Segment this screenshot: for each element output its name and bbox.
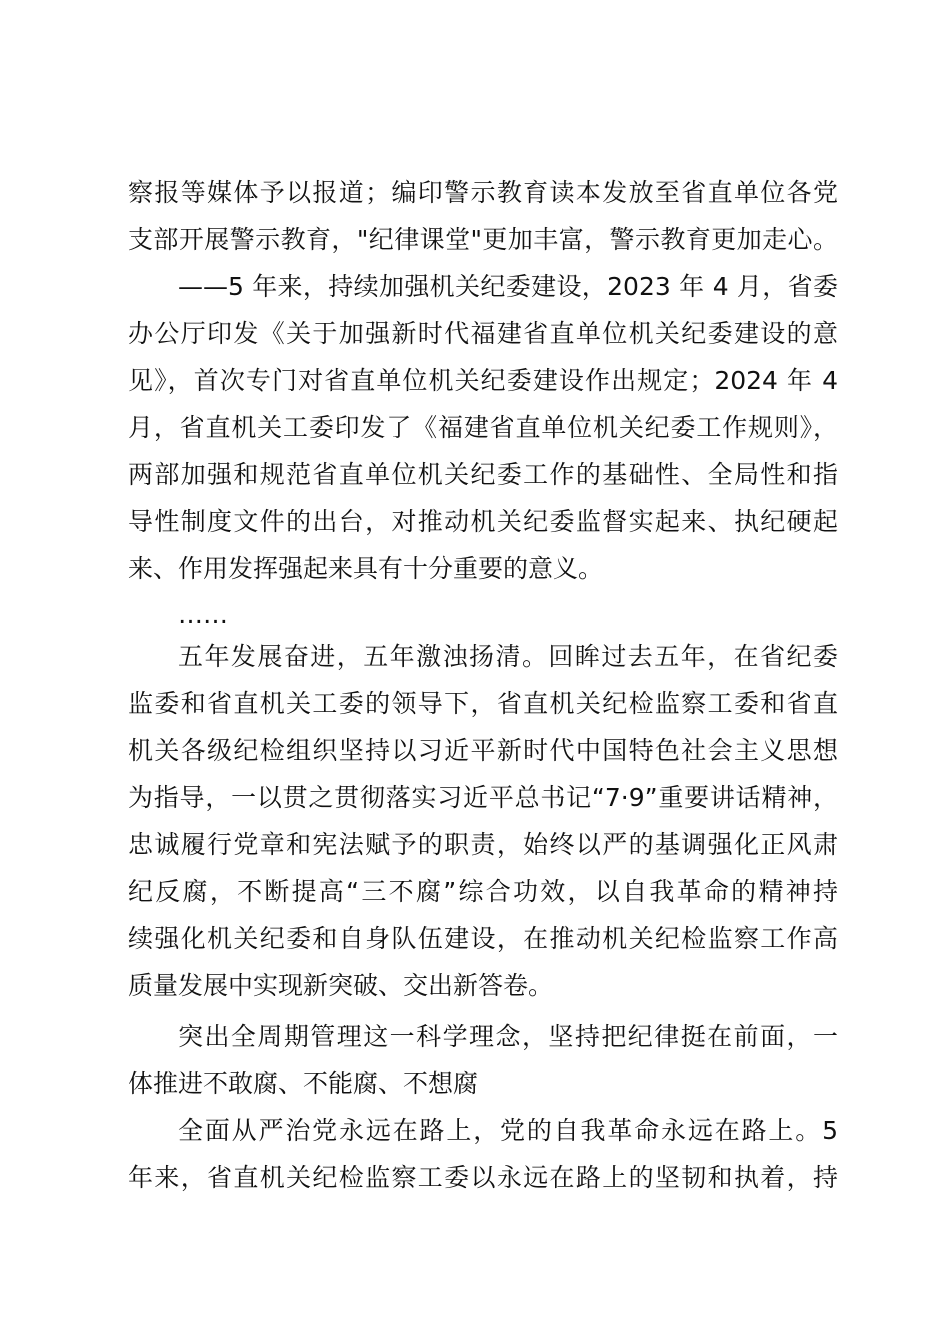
text-line: 五年发展奋进，五年激浊扬清。回眸过去五年，在省纪委 <box>178 642 838 671</box>
text-line: 办公厅印发《关于加强新时代福建省直单位机关纪委建设的意 <box>128 319 838 348</box>
text-line: 两部加强和规范省直单位机关纪委工作的基础性、全局性和指 <box>128 460 838 489</box>
text-line: 忠诚履行党章和宪法赋予的职责，始终以严的基调强化正风肃 <box>128 830 838 859</box>
text-line: 来、作用发挥强起来具有十分重要的意义。 <box>128 554 604 583</box>
text-line: 导性制度文件的出台，对推动机关纪委监督实起来、执纪硬起 <box>128 507 838 536</box>
text-line: 见》，首次专门对省直单位机关纪委建设作出规定；2024 年 4 <box>128 366 838 395</box>
ellipsis-line: …… <box>178 600 228 629</box>
text-line: ——5 年来，持续加强机关纪委建设，2023 年 4 月，省委 <box>178 272 838 301</box>
heading-line: 突出全周期管理这一科学理念，坚持把纪律挺在前面，一 <box>178 1022 838 1051</box>
text-line: 机关各级纪检组织坚持以习近平新时代中国特色社会主义思想 <box>128 736 838 765</box>
text-line: 月，省直机关工委印发了《福建省直单位机关纪委工作规则》， <box>128 413 838 442</box>
text-line: 全面从严治党永远在路上，党的自我革命永远在路上。5 <box>178 1116 838 1145</box>
text-line: 为指导，一以贯之贯彻落实习近平总书记“7·9”重要讲话精神， <box>128 783 838 812</box>
text-line: 察报等媒体予以报道；编印警示教育读本发放至省直单位各党 <box>128 178 838 207</box>
text-line: 年来，省直机关纪检监察工委以永远在路上的坚韧和执着，持 <box>128 1163 838 1192</box>
heading-line: 体推进不敢腐、不能腐、不想腐 <box>128 1069 479 1098</box>
text-line: 纪反腐，不断提高“三不腐”综合功效，以自我革命的精神持 <box>128 877 838 906</box>
text-line: 支部开展警示教育，"纪律课堂"更加丰富，警示教育更加走心。 <box>128 225 838 254</box>
text-line: 质量发展中实现新突破、交出新答卷。 <box>128 971 554 1000</box>
text-line: 续强化机关纪委和自身队伍建设，在推动机关纪检监察工作高 <box>128 924 838 953</box>
text-line: 监委和省直机关工委的领导下，省直机关纪检监察工委和省直 <box>128 689 838 718</box>
